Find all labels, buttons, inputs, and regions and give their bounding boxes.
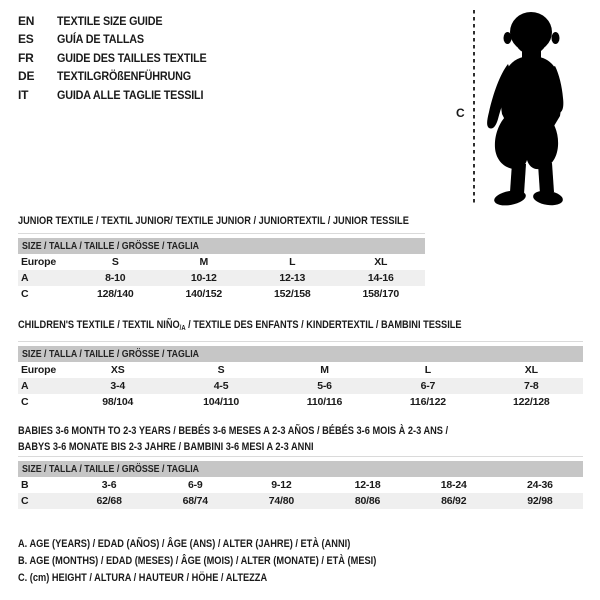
children-title-subscript: /A bbox=[179, 325, 186, 332]
size-header-bar bbox=[18, 346, 583, 362]
table-cell: 158/170 bbox=[362, 288, 400, 300]
table-cell: 104/110 bbox=[203, 396, 240, 408]
table-cell: 110/116 bbox=[306, 396, 343, 408]
language-code: EN bbox=[18, 14, 35, 28]
row-label-cell: Europe bbox=[21, 364, 56, 376]
row-label-cell: B bbox=[21, 479, 29, 491]
table-cell: 140/152 bbox=[185, 288, 223, 300]
table-cell: M bbox=[320, 364, 329, 376]
table-cell: 5-6 bbox=[317, 380, 332, 392]
babies-title-line1: BABIES 3-6 MONTH TO 2-3 YEARS / BEBÉS 3-6 MESES A 2-3 AÑOS / BÉBÉS 3-6 MOIS À 2-3 ANS / bbox=[18, 425, 449, 437]
language-row bbox=[18, 30, 223, 48]
junior-size-table bbox=[18, 233, 425, 302]
table-cell: 116/122 bbox=[409, 396, 446, 408]
row-label-cell: C bbox=[21, 396, 29, 408]
table-row-sizes bbox=[18, 362, 583, 378]
table-cell: 10-12 bbox=[190, 272, 217, 284]
language-code: FR bbox=[18, 50, 34, 65]
table-cell: 3-4 bbox=[110, 380, 125, 392]
size-header-bar bbox=[18, 461, 583, 477]
table-row-age-months bbox=[18, 477, 583, 493]
footnote-text: A. AGE (YEARS) / EDAD (AÑOS) / ÂGE (ANS) / ALTER (JAHRE) / ETÀ (ANNI) bbox=[18, 538, 351, 550]
table-cell: 86/92 bbox=[441, 495, 467, 507]
table-row-sizes bbox=[18, 254, 425, 270]
table-cell: 6-7 bbox=[420, 380, 436, 392]
children-section-title-text bbox=[18, 319, 462, 332]
language-code: IT bbox=[18, 87, 29, 102]
size-header-label: SIZE / TALLA / TAILLE / GRÖSSE / TAGLIA bbox=[22, 348, 200, 360]
row-label-cell: C bbox=[21, 288, 29, 300]
table-cell: 98/104 bbox=[102, 396, 134, 408]
baby-silhouette-icon bbox=[480, 8, 570, 208]
children-size-grid bbox=[18, 362, 583, 410]
size-header-label: SIZE / TALLA / TAILLE / GRÖSSE / TAGLIA bbox=[22, 463, 200, 475]
children-title-post: / TEXTILE DES ENFANTS / KINDERTEXTIL / BAMBINI TESSILE bbox=[185, 319, 462, 331]
language-row bbox=[18, 67, 223, 85]
table-cell: 152/158 bbox=[273, 288, 311, 300]
table-cell: 18-24 bbox=[440, 479, 467, 491]
table-row-age bbox=[18, 378, 583, 394]
babies-size-table bbox=[18, 456, 583, 509]
children-size-table bbox=[18, 341, 583, 410]
table-row-height bbox=[18, 286, 425, 302]
table-cell: M bbox=[199, 256, 209, 268]
junior-section-title-text: JUNIOR TEXTILE / TEXTIL JUNIOR/ TEXTILE JUNIOR / JUNIORTEXTIL / JUNIOR TESSILE bbox=[18, 215, 409, 227]
footnotes bbox=[18, 536, 445, 588]
footnote-line-a bbox=[18, 536, 445, 553]
row-label-cell: A bbox=[21, 380, 29, 392]
table-cell: 12-18 bbox=[354, 479, 381, 491]
children-title-pre: CHILDREN'S TEXTILE / TEXTIL NIÑO bbox=[18, 319, 180, 331]
language-row bbox=[18, 49, 223, 67]
footnote-line-b bbox=[18, 553, 445, 570]
table-cell: S bbox=[111, 256, 119, 268]
table-cell: 74/80 bbox=[268, 495, 295, 507]
language-title: TEXTILGRÖßENFÜHRUNG bbox=[57, 69, 191, 84]
row-label-cell: A bbox=[21, 272, 29, 284]
babies-section-title bbox=[18, 424, 530, 455]
size-header-bar bbox=[18, 238, 425, 254]
table-cell: 8-10 bbox=[105, 272, 126, 284]
table-cell: 4-5 bbox=[213, 380, 229, 392]
table-row-height bbox=[18, 493, 583, 509]
junior-section-title bbox=[18, 215, 483, 227]
table-cell: 128/140 bbox=[96, 288, 134, 300]
table-cell: 12-13 bbox=[279, 272, 306, 284]
row-label-cell: Europe bbox=[21, 256, 56, 268]
height-measure-dotted-line bbox=[473, 10, 475, 206]
language-title: TEXTILE SIZE GUIDE bbox=[57, 14, 163, 28]
footnote-text: C. (cm) HEIGHT / ALTURA / HAUTEUR / HÖHE / ALTEZZA bbox=[18, 572, 268, 585]
language-title: GUIDE DES TAILLES TEXTILE bbox=[57, 50, 207, 65]
height-marker-label: C bbox=[456, 106, 465, 120]
table-cell: 24-36 bbox=[526, 479, 553, 491]
table-cell: 7-8 bbox=[523, 380, 539, 392]
table-cell: 9-12 bbox=[271, 479, 292, 491]
junior-size-grid bbox=[18, 254, 425, 302]
babies-title-line2: BABYS 3-6 MONATE BIS 2-3 JAHRE / BAMBINI 3-6 MESI A 2-3 ANNI bbox=[18, 440, 314, 453]
row-label-cell: C bbox=[21, 495, 29, 507]
table-cell: 122/128 bbox=[513, 396, 550, 408]
table-cell: XL bbox=[374, 256, 388, 268]
table-cell: S bbox=[217, 364, 225, 376]
table-cell: L bbox=[424, 364, 431, 376]
table-cell: XS bbox=[110, 364, 125, 376]
language-title-block bbox=[18, 12, 223, 104]
table-cell: L bbox=[289, 256, 296, 268]
babies-size-grid bbox=[18, 477, 583, 509]
table-cell: 62/68 bbox=[96, 495, 122, 507]
table-cell: 68/74 bbox=[182, 495, 208, 507]
language-title: GUIDA ALLE TAGLIE TESSILI bbox=[57, 87, 204, 102]
language-row bbox=[18, 12, 223, 30]
children-section-title bbox=[18, 319, 546, 332]
table-cell: XL bbox=[524, 364, 538, 376]
table-cell: 14-16 bbox=[367, 272, 394, 284]
language-title: GUÍA DE TALLAS bbox=[57, 32, 144, 47]
table-row-age bbox=[18, 270, 425, 286]
language-code: DE bbox=[18, 69, 35, 84]
language-code: ES bbox=[18, 32, 34, 47]
table-row-height bbox=[18, 394, 583, 410]
table-cell: 80/86 bbox=[354, 495, 381, 507]
footnote-text: B. AGE (MONTHS) / EDAD (MESES) / ÂGE (MOIS) / ALTER (MONATE) / ETÀ (MESI) bbox=[18, 555, 377, 568]
language-row bbox=[18, 86, 223, 104]
table-cell: 3-6 bbox=[101, 479, 117, 491]
size-header-label: SIZE / TALLA / TAILLE / GRÖSSE / TAGLIA bbox=[22, 240, 200, 252]
table-cell: 6-9 bbox=[187, 479, 203, 491]
footnote-line-c bbox=[18, 570, 445, 587]
table-cell: 92/98 bbox=[527, 495, 553, 507]
